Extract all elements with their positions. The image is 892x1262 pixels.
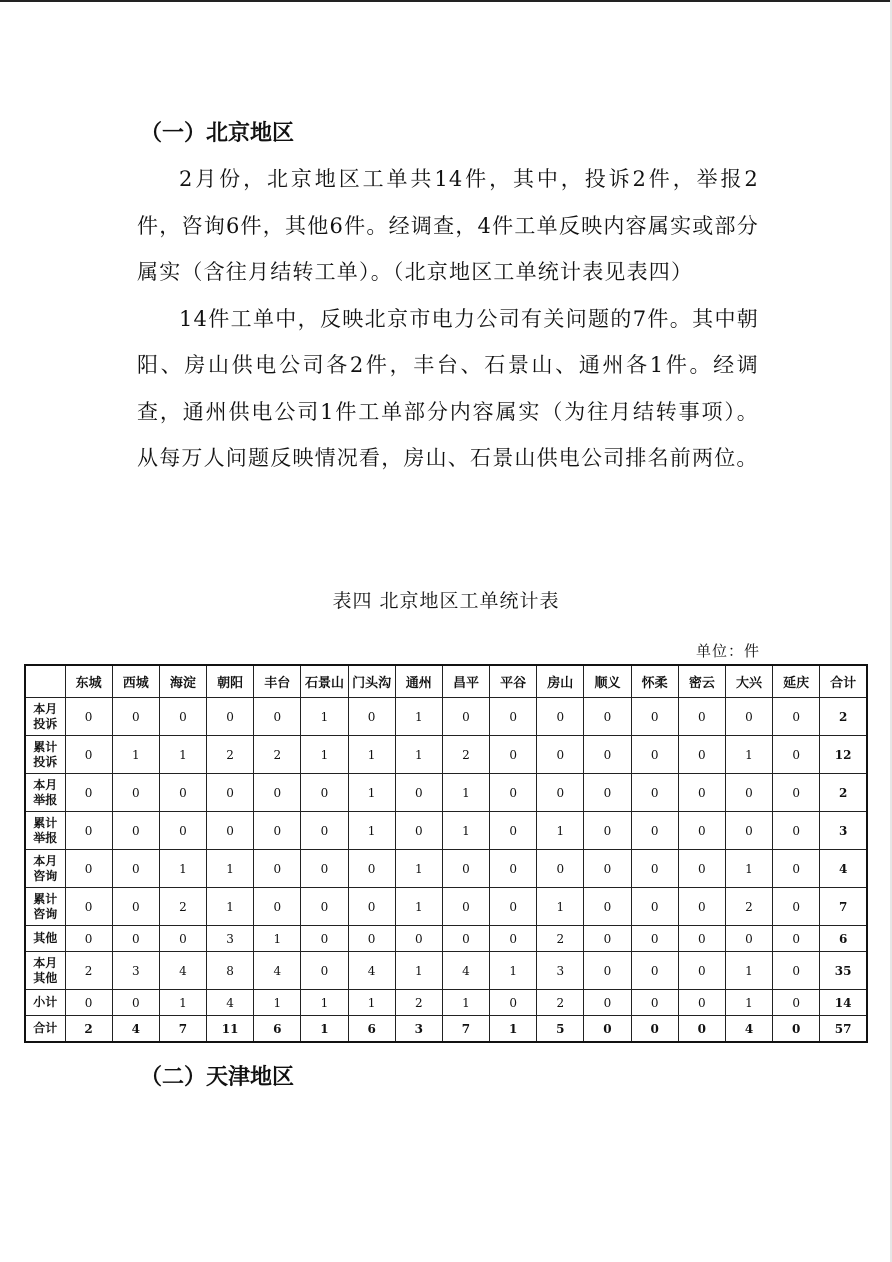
column-header: 通州: [395, 665, 442, 698]
row-label-text: 本月: [33, 955, 58, 970]
data-cell: 0: [725, 926, 772, 952]
data-cell: 1: [725, 990, 772, 1016]
data-cell: 0: [442, 850, 489, 888]
data-cell: 4: [348, 952, 395, 990]
data-cell: 1: [301, 990, 348, 1016]
data-cell: 7: [442, 1016, 489, 1043]
data-cell: 1: [159, 736, 206, 774]
data-cell: 0: [348, 698, 395, 736]
data-cell: 2: [254, 736, 301, 774]
row-total-cell: 3: [820, 812, 867, 850]
data-cell: 0: [584, 850, 631, 888]
row-total-cell: 35: [820, 952, 867, 990]
data-cell: 0: [159, 774, 206, 812]
row-label-text: 本月: [33, 853, 58, 868]
column-header: 房山: [537, 665, 584, 698]
data-cell: 0: [65, 850, 112, 888]
data-cell: 1: [490, 1016, 537, 1043]
data-cell: 0: [773, 990, 820, 1016]
data-cell: 0: [254, 698, 301, 736]
data-cell: 0: [773, 774, 820, 812]
data-cell: 2: [537, 926, 584, 952]
data-cell: 0: [725, 698, 772, 736]
column-header: 延庆: [773, 665, 820, 698]
data-cell: 0: [254, 774, 301, 812]
table-row: [25, 850, 867, 888]
paragraph-summary: 2月份，北京地区工单共14件，其中，投诉2件，举报2件，咨询6件，其他6件。经调查，4件工单反映内容属实或部分属实（含往月结转工单）。（北京地区工单统计表见表四）: [137, 167, 759, 284]
data-cell: 4: [442, 952, 489, 990]
data-cell: 1: [207, 888, 254, 926]
data-cell: 0: [301, 774, 348, 812]
table-row: [25, 990, 867, 1016]
data-cell: 0: [112, 850, 159, 888]
data-cell: 0: [678, 952, 725, 990]
column-header: 丰台: [254, 665, 301, 698]
data-cell: 2: [65, 1016, 112, 1043]
data-cell: 4: [725, 1016, 772, 1043]
data-cell: 0: [584, 990, 631, 1016]
data-cell: 0: [631, 990, 678, 1016]
data-cell: 0: [584, 1016, 631, 1043]
row-total-cell: 14: [820, 990, 867, 1016]
data-cell: 0: [631, 926, 678, 952]
data-cell: 2: [395, 990, 442, 1016]
data-cell: 0: [678, 774, 725, 812]
data-cell: 0: [631, 774, 678, 812]
row-total-cell: 2: [820, 698, 867, 736]
data-cell: 0: [678, 1016, 725, 1043]
table-unit: 单位：件: [695, 642, 760, 660]
row-label-text: 投诉: [33, 754, 58, 769]
row-label: [25, 888, 65, 926]
data-cell: 1: [301, 736, 348, 774]
data-cell: 0: [773, 698, 820, 736]
data-cell: 3: [207, 926, 254, 952]
data-cell: 0: [301, 952, 348, 990]
data-cell: 0: [584, 812, 631, 850]
data-cell: 1: [442, 990, 489, 1016]
data-cell: 0: [678, 888, 725, 926]
data-cell: 1: [348, 736, 395, 774]
data-cell: 4: [159, 952, 206, 990]
data-cell: 0: [584, 698, 631, 736]
row-label: [25, 990, 65, 1016]
data-cell: 1: [301, 698, 348, 736]
row-label: [25, 698, 65, 736]
paragraph-power-company: 14件工单中，反映北京市电力公司有关问题的7件。其中朝阳、房山供电公司各2件，丰台、石景山、通州各1件。经调查，通州供电公司1件工单部分内容属实（为往月结转事项）。从每万人问题反映情况看，房山、石景山供电公司排名前两位。: [137, 306, 759, 470]
data-cell: 0: [395, 774, 442, 812]
data-cell: 2: [159, 888, 206, 926]
data-cell: 0: [348, 888, 395, 926]
data-cell: 11: [207, 1016, 254, 1043]
data-cell: 1: [537, 812, 584, 850]
data-cell: 0: [773, 888, 820, 926]
data-cell: 0: [725, 812, 772, 850]
data-cell: 0: [65, 698, 112, 736]
data-cell: 0: [490, 736, 537, 774]
data-cell: 0: [678, 990, 725, 1016]
column-header: 朝阳: [207, 665, 254, 698]
table-row: [25, 926, 867, 952]
data-cell: 0: [348, 926, 395, 952]
data-cell: 3: [395, 1016, 442, 1043]
data-cell: 0: [112, 698, 159, 736]
data-cell: 0: [395, 926, 442, 952]
data-cell: 0: [584, 952, 631, 990]
column-header: 合计: [820, 665, 867, 698]
data-cell: 0: [678, 850, 725, 888]
row-label: [25, 926, 65, 952]
row-label-text: 本月: [33, 777, 58, 792]
data-cell: 0: [65, 736, 112, 774]
data-cell: 0: [773, 1016, 820, 1043]
data-cell: 0: [490, 812, 537, 850]
data-cell: 0: [631, 698, 678, 736]
data-cell: 0: [584, 736, 631, 774]
data-cell: 0: [490, 850, 537, 888]
data-cell: 0: [631, 812, 678, 850]
column-header: 海淀: [159, 665, 206, 698]
row-label: [25, 812, 65, 850]
column-header: 顺义: [584, 665, 631, 698]
data-cell: 2: [442, 736, 489, 774]
data-cell: 1: [348, 812, 395, 850]
row-total-cell: 12: [820, 736, 867, 774]
data-cell: 0: [490, 698, 537, 736]
table-row: [25, 812, 867, 850]
data-cell: 0: [490, 774, 537, 812]
data-cell: 1: [725, 850, 772, 888]
data-cell: 1: [254, 926, 301, 952]
row-label-text: 其他: [33, 970, 58, 985]
data-cell: 0: [112, 812, 159, 850]
table-row: [25, 774, 867, 812]
data-cell: 0: [442, 698, 489, 736]
data-cell: 4: [254, 952, 301, 990]
data-cell: 5: [537, 1016, 584, 1043]
data-cell: 0: [207, 812, 254, 850]
data-cell: 1: [112, 736, 159, 774]
data-cell: 0: [678, 698, 725, 736]
data-cell: 1: [395, 850, 442, 888]
data-cell: 3: [112, 952, 159, 990]
column-header: 西城: [112, 665, 159, 698]
data-cell: 0: [159, 812, 206, 850]
data-cell: 1: [348, 990, 395, 1016]
data-cell: 4: [207, 990, 254, 1016]
column-header: 怀柔: [631, 665, 678, 698]
row-label: [25, 774, 65, 812]
row-label-text: 其他: [33, 931, 58, 945]
data-cell: 0: [537, 698, 584, 736]
data-cell: 0: [773, 926, 820, 952]
row-label: [25, 850, 65, 888]
data-cell: 0: [65, 990, 112, 1016]
table-row: [25, 952, 867, 990]
data-cell: 0: [678, 926, 725, 952]
section-heading-tianjin: （二）天津地区: [140, 1065, 295, 1090]
data-cell: 2: [725, 888, 772, 926]
data-cell: 6: [348, 1016, 395, 1043]
row-label-text: 咨询: [33, 868, 58, 883]
data-cell: 0: [301, 812, 348, 850]
row-label-text: 合计: [33, 1021, 58, 1035]
grand-total-row: [25, 1016, 867, 1043]
data-cell: 2: [537, 990, 584, 1016]
data-cell: 0: [490, 888, 537, 926]
row-label-text: 累计: [33, 815, 58, 830]
data-cell: 0: [490, 990, 537, 1016]
data-cell: 0: [490, 926, 537, 952]
data-cell: 0: [207, 774, 254, 812]
row-label: [25, 952, 65, 990]
data-cell: 0: [65, 812, 112, 850]
column-header: 东城: [65, 665, 112, 698]
row-label-text: 咨询: [33, 906, 58, 921]
row-label-text: 累计: [33, 891, 58, 906]
data-cell: 1: [207, 850, 254, 888]
data-cell: 3: [537, 952, 584, 990]
data-cell: 0: [301, 926, 348, 952]
data-cell: 1: [254, 990, 301, 1016]
data-cell: 0: [395, 812, 442, 850]
data-cell: 0: [112, 774, 159, 812]
data-cell: 0: [112, 990, 159, 1016]
data-cell: 1: [395, 888, 442, 926]
data-cell: 0: [159, 926, 206, 952]
data-cell: 0: [725, 774, 772, 812]
data-cell: 1: [159, 850, 206, 888]
data-cell: 0: [65, 926, 112, 952]
data-cell: 7: [159, 1016, 206, 1043]
data-cell: 0: [584, 888, 631, 926]
data-cell: 1: [348, 774, 395, 812]
data-cell: 0: [112, 926, 159, 952]
data-cell: 0: [773, 812, 820, 850]
data-cell: 0: [584, 774, 631, 812]
data-cell: 0: [442, 888, 489, 926]
header-corner-cell: [25, 665, 65, 698]
data-cell: 1: [301, 1016, 348, 1043]
data-cell: 0: [678, 736, 725, 774]
data-cell: 1: [159, 990, 206, 1016]
row-label-text: 小计: [33, 995, 58, 1009]
table-row: [25, 698, 867, 736]
row-total-cell: 7: [820, 888, 867, 926]
data-cell: 1: [442, 812, 489, 850]
data-cell: 8: [207, 952, 254, 990]
data-cell: 1: [395, 952, 442, 990]
column-header: 昌平: [442, 665, 489, 698]
data-cell: 1: [537, 888, 584, 926]
data-cell: 0: [678, 812, 725, 850]
data-cell: 0: [631, 952, 678, 990]
section-heading-beijing: （一）北京地区: [140, 121, 295, 146]
data-cell: 2: [65, 952, 112, 990]
data-cell: 0: [207, 698, 254, 736]
row-total-cell: 57: [820, 1016, 867, 1043]
data-cell: 0: [631, 1016, 678, 1043]
column-header: 大兴: [725, 665, 772, 698]
row-label-text: 举报: [33, 792, 58, 807]
row-total-cell: 4: [820, 850, 867, 888]
work-order-stats-table: [24, 664, 868, 1043]
row-label-text: 累计: [33, 739, 58, 754]
table-row: [25, 888, 867, 926]
data-cell: 0: [442, 926, 489, 952]
table-title: 表四 北京地区工单统计表: [332, 590, 560, 612]
data-cell: 1: [395, 736, 442, 774]
row-label: [25, 736, 65, 774]
row-label-text: 投诉: [33, 716, 58, 731]
data-cell: 1: [725, 952, 772, 990]
data-cell: 0: [112, 888, 159, 926]
data-cell: 0: [65, 774, 112, 812]
data-cell: 0: [773, 850, 820, 888]
data-cell: 0: [301, 850, 348, 888]
data-cell: 1: [490, 952, 537, 990]
data-cell: 0: [301, 888, 348, 926]
row-label-text: 本月: [33, 701, 58, 716]
column-header: 密云: [678, 665, 725, 698]
row-label: [25, 1016, 65, 1043]
data-cell: 4: [112, 1016, 159, 1043]
row-total-cell: 2: [820, 774, 867, 812]
data-cell: 0: [773, 736, 820, 774]
column-header: 平谷: [490, 665, 537, 698]
data-cell: 0: [254, 850, 301, 888]
column-header: 门头沟: [348, 665, 395, 698]
table-row: [25, 736, 867, 774]
data-cell: 6: [254, 1016, 301, 1043]
data-cell: 0: [348, 850, 395, 888]
data-cell: 2: [207, 736, 254, 774]
data-cell: 1: [725, 736, 772, 774]
data-cell: 0: [159, 698, 206, 736]
data-cell: 0: [631, 888, 678, 926]
row-total-cell: 6: [820, 926, 867, 952]
data-cell: 0: [254, 888, 301, 926]
data-cell: 0: [537, 736, 584, 774]
body-text: [137, 156, 759, 482]
row-label-text: 举报: [33, 830, 58, 845]
data-cell: 0: [254, 812, 301, 850]
data-cell: 1: [442, 774, 489, 812]
top-border-line: [0, 0, 892, 2]
column-header: 石景山: [301, 665, 348, 698]
data-cell: 0: [584, 926, 631, 952]
data-cell: 0: [773, 952, 820, 990]
data-cell: 0: [631, 850, 678, 888]
data-cell: 0: [537, 850, 584, 888]
data-cell: 0: [65, 888, 112, 926]
data-cell: 1: [395, 698, 442, 736]
table-header-row: [25, 665, 867, 698]
data-cell: 0: [631, 736, 678, 774]
data-cell: 0: [537, 774, 584, 812]
